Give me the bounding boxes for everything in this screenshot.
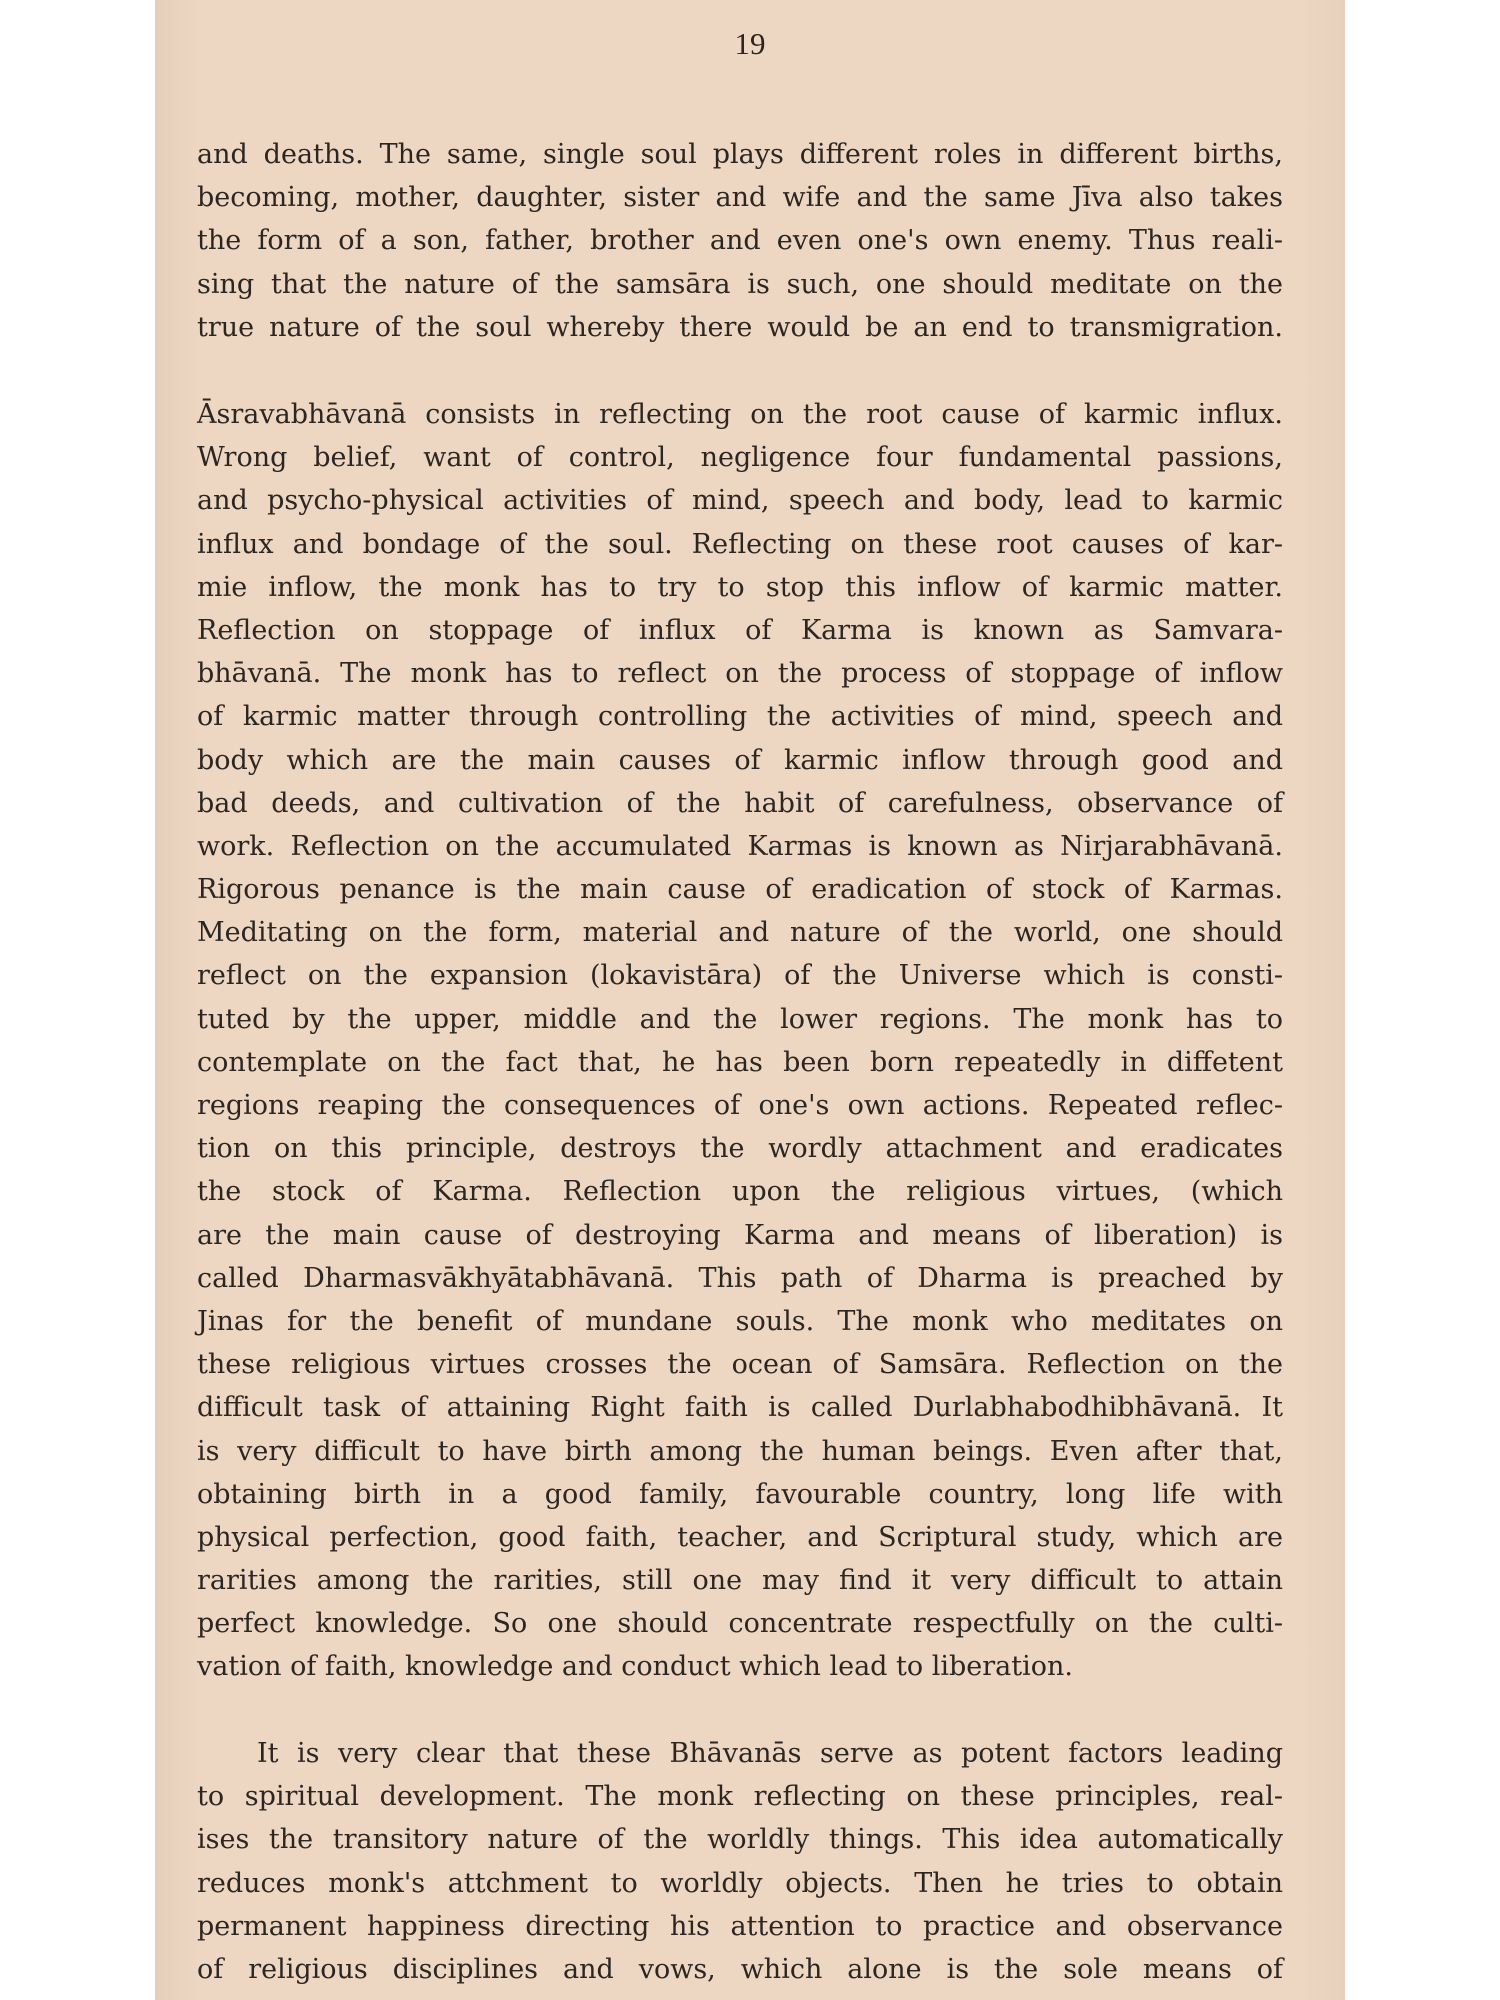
text-line: reduces monk's attchment to worldly objects. Then he tries to obtain	[197, 1867, 1283, 1899]
text-line: of karmic matter through controlling the activities of mind, speech and	[197, 701, 1283, 733]
page-number: 19	[734, 26, 766, 61]
text-line: influx and bondage of the soul. Reflecting on these root causes of kar-	[197, 528, 1283, 560]
text-line: these religious virtues crosses the ocean of Samsāra. Reflection on the	[197, 1349, 1283, 1381]
text-line: to spiritual development. The monk reflecting on these principles, real-	[197, 1781, 1283, 1813]
text-line: permanent happiness directing his attention to practice and observance	[197, 1910, 1283, 1942]
paragraph-3	[197, 1732, 1283, 1991]
text-line: sing that the nature of the samsāra is such, one should meditate on the	[197, 268, 1283, 300]
text-line: difficult task of attaining Right faith is called Durlabhabodhibhāvanā. It	[197, 1392, 1283, 1424]
text-line: physical perfection, good faith, teacher, and Scriptural study, which are	[197, 1521, 1283, 1553]
text-line: true nature of the soul whereby there would be an end to transmigration.	[197, 311, 1283, 343]
text-line: becoming, mother, daughter, sister and wife and the same Jīva also takes	[197, 182, 1283, 214]
text-line: It is very clear that these Bhāvanās serve as potent factors leading	[257, 1738, 1283, 1769]
text-line: Wrong belief, want of control, negligence four fundamental passions,	[197, 442, 1283, 474]
text-line: bhāvanā. The monk has to reflect on the process of stoppage of inflow	[197, 658, 1283, 690]
text-line: are the main cause of destroying Karma and means of liberation) is	[197, 1219, 1283, 1251]
text-line: work. Reflection on the accumulated Karmas is known as Nirjarabhāvanā.	[197, 830, 1283, 862]
text-line: tuted by the upper, middle and the lower regions. The monk has to	[197, 1003, 1283, 1035]
text-line: body which are the main causes of karmic inflow through good and	[197, 744, 1283, 776]
text-line: Reflection on stoppage of influx of Karma is known as Samvara-	[197, 614, 1283, 646]
document-page	[155, 0, 1345, 2000]
text-line: mie inflow, the monk has to try to stop this inflow of karmic matter.	[197, 571, 1283, 603]
text-line: rarities among the rarities, still one may find it very difficult to attain	[197, 1565, 1283, 1597]
text-line: contemplate on the fact that, he has been born repeatedly in diffetent	[197, 1046, 1283, 1078]
text-line: tion on this principle, destroys the wordly attachment and eradicates	[197, 1133, 1283, 1165]
text-line: the form of a son, father, brother and even one's own enemy. Thus reali-	[197, 225, 1283, 257]
text-line: and psycho-physical activities of mind, speech and body, lead to karmic	[197, 485, 1283, 517]
text-line: ises the transitory nature of the worldly things. This idea automatically	[197, 1824, 1283, 1856]
text-line: is very difficult to have birth among the human beings. Even after that,	[197, 1435, 1283, 1467]
text-line: Jinas for the benefit of mundane souls. The monk who meditates on	[197, 1305, 1283, 1337]
text-line: the stock of Karma. Reflection upon the religious virtues, (which	[197, 1176, 1283, 1208]
text-line: and deaths. The same, single soul plays different roles in different births,	[197, 139, 1283, 170]
text-line: obtaining birth in a good family, favourable country, long life with	[197, 1478, 1283, 1510]
text-line: bad deeds, and cultivation of the habit of carefulness, observance of	[197, 787, 1283, 819]
text-line: Āsravabhāvanā consists in reflecting on the root cause of karmic influx.	[197, 399, 1283, 430]
text-line: vation of faith, knowledge and conduct which lead to liberation.	[197, 1651, 1073, 1683]
paragraph-1	[197, 133, 1283, 349]
text-line: of religious disciplines and vows, which alone is the sole means of	[197, 1953, 1283, 1985]
text-line: called Dharmasvākhyātabhāvanā. This path of Dharma is preached by	[197, 1262, 1283, 1294]
text-line: perfect knowledge. So one should concentrate respectfully on the culti-	[197, 1608, 1283, 1640]
text-line: Meditating on the form, material and nature of the world, one should	[197, 917, 1283, 949]
text-line: Rigorous penance is the main cause of eradication of stock of Karmas.	[197, 874, 1283, 906]
text-line: reflect on the expansion (lokavistāra) of the Universe which is consti-	[197, 960, 1283, 992]
text-line: regions reaping the consequences of one's own actions. Repeated reflec-	[197, 1090, 1283, 1121]
paragraph-2	[197, 393, 1283, 1689]
